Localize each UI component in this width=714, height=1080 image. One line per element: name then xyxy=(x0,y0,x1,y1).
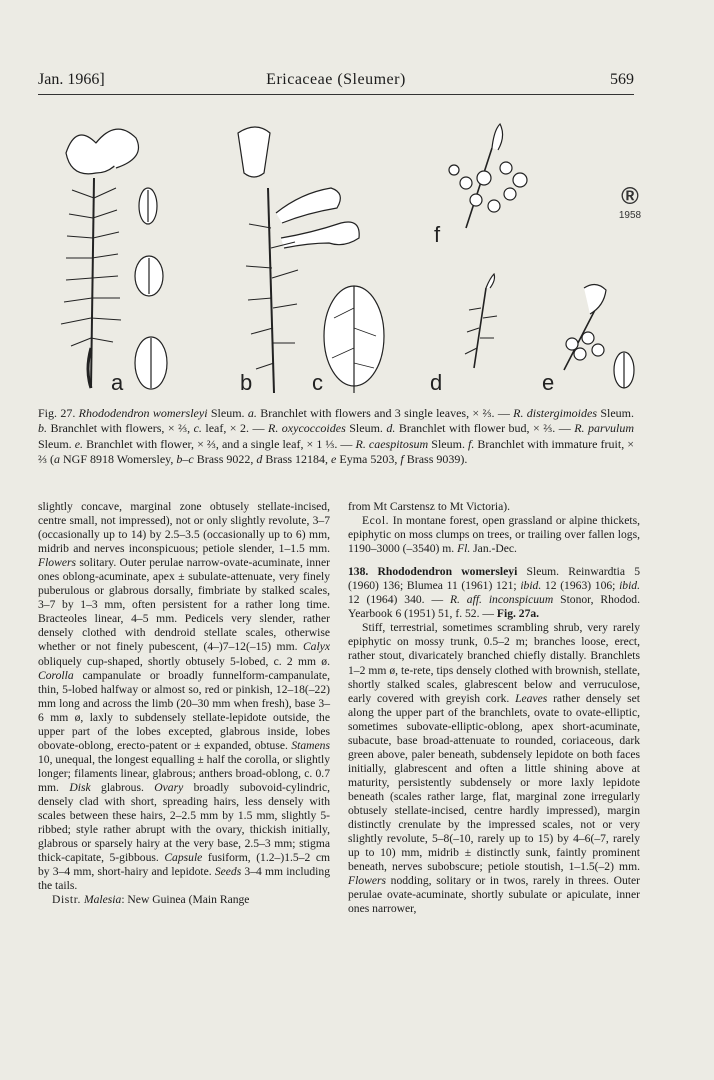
text-run: Stiff, terrestrial, sometimes scrambling shrub, very rarely epiphytic on mossy trunk, 0.5–2 m; branches loose, erect, rather stout, divaricately branched chiefly distally. Branchlets 1–2 mm ø, te-rete, tips densely clothed with brownish, stellate, shortly stalked scales, glabrescent below and verruculose, early covered with greyish cork. xyxy=(348,621,640,705)
italic-run: b. xyxy=(38,421,47,436)
italic-run: Seeds xyxy=(214,865,242,879)
text-run: from Mt Carstensz to Mt Victoria). xyxy=(348,500,511,513)
plate-illustration xyxy=(36,108,676,400)
italic-run: Corolla xyxy=(38,668,74,682)
right-column xyxy=(348,500,640,916)
text-run: Sleum. Reinwardtia 5 (1960) 136; Blumea 11 (1961) 121; xyxy=(348,565,640,593)
italic-run: e. xyxy=(74,436,84,451)
left-column xyxy=(38,500,330,907)
text-run: rather densely set along the upper part of the branchlets, ovate to ovate-elliptic, sometimes subovate-elliptic-oblong, apex short-acuminate, subacute, base broad-attenuate to rounded, coriaceous, dark green above, paler beneath, subdensely lepidote on both faces initially, glabrescent and often a little shining above at maturity, persistently subdensely or more laxly lepidote beneath (scales rather large, flat, marginal zone irregularly obtusely stellate-incised, centre hardly impressed), margin distinctly crenulate by the impressed scales, not or very slightly revolute, 5–8(–10, rarely up to 15) by 4–6(–7, rarely up to 10) mm, midrib ± distinctly sunk, faintly prominent beneath, nerves subobscure; petiole stoutish, 1–1.5(–2) mm. xyxy=(348,691,640,874)
text-run: 10, unequal, the longest equalling ± half the corolla, or slightly longer; filaments linear, glabrous; anthers broad-oblong, c. 0.7 mm. xyxy=(38,752,330,794)
italic-run: Flowers xyxy=(348,874,387,888)
figure-caption xyxy=(38,406,634,467)
italic-run: R. caespitosum xyxy=(355,436,429,451)
text-run: Brass 12184, xyxy=(262,451,332,466)
italic-run: d. xyxy=(386,421,396,436)
text-run: : New Guinea (Main Range xyxy=(121,893,250,907)
italic-run: d xyxy=(256,451,263,466)
drawing-d xyxy=(465,274,497,368)
italic-run: e xyxy=(331,451,337,466)
text-run: solitary. Outer perulae narrow-ovate-acuminate, inner ones oblong-acuminate, apex ± subulate-attenuate, very finely puberulous or glabrous dorsally, fimbriate by stalked scales, 3–7 by 1–3 mm, often persistent for a rather long time. Bracteoles linear, 4–5 mm. Pedicels very slender, rather densely clothed with dendroid stellate scales, otherwise whether or not finely pubescent, (4–)7–12(–15) mm. xyxy=(38,556,330,654)
italic-run: Malesia xyxy=(83,893,122,907)
italic-run: Capsule xyxy=(164,851,203,865)
text-run: campanulate or broadly funnelform-campanulate, thin, 5-lobed halfway or almost so, red or pinkish, 12–18(–22) mm long and across the limb (20–30 mm when fresh), base 3–6 mm ø, laxly to subdensely stellate-lepidote outside, the upper part of the lobes excepted, glabrous inside, lobes obovate-oblong, erecto-patent or ± expanded, obtuse. xyxy=(38,668,330,752)
figure-label: Fig. 27. xyxy=(38,406,76,420)
italic-run: R. oxycoccoides xyxy=(268,421,346,436)
text-run: Brass 9039). xyxy=(403,451,468,466)
plate-letter-a: a xyxy=(111,370,124,395)
bold-run: Fig. 27a. xyxy=(496,607,540,621)
running-header xyxy=(38,68,634,95)
text-run: Jan.-Dec. xyxy=(470,542,517,556)
drawing-e xyxy=(564,284,634,388)
running-title: Ericaceae (Sleumer) xyxy=(266,71,406,88)
right-paragraph-4 xyxy=(348,621,640,916)
text-run: glabrous. xyxy=(90,780,155,794)
italic-run: Stamens xyxy=(291,738,330,752)
plate-letter-d: d xyxy=(430,370,443,395)
bold-run: 138. Rhododendron womersleyi xyxy=(348,565,518,579)
right-paragraph-3 xyxy=(348,565,640,621)
text-run: obliquely cup-shaped, shortly obtusely 5-lobed, c. 2 mm ø. xyxy=(38,654,330,668)
drawing-b xyxy=(238,127,384,393)
text-run: Branchlet with immature fruit, × ⅔ ( xyxy=(38,436,635,466)
italic-run: R. aff. inconspicuum xyxy=(449,593,554,607)
copyright-stamp xyxy=(610,184,650,221)
italic-run: ibid. xyxy=(520,579,542,593)
italic-run: R. parvulum xyxy=(574,421,634,436)
text-run: Eyma 5203, xyxy=(336,451,401,466)
text-run: Sleum. xyxy=(345,421,387,436)
text-run: Branchlet with flowers, × ⅔, xyxy=(47,421,194,436)
left-paragraph-1 xyxy=(38,500,330,893)
text-run: Brass 9022, xyxy=(193,451,257,466)
italic-run: Fl. xyxy=(457,542,471,556)
text-run: 12 (1964) 340. — xyxy=(348,593,450,607)
plate-letter-e: e xyxy=(542,370,555,395)
italic-run: f. xyxy=(468,436,475,451)
text-run: Branchlet with flower, × ⅔, and a single leaf, × 1 ⅓. — xyxy=(83,436,356,451)
text-run: nodding, solitary or in twos, rarely in threes. Outer perulae ovate-acuminate, shortly subulate or apiculate, inner ones narrower, xyxy=(348,874,640,916)
plate-letter-c: c xyxy=(312,370,323,395)
text-run: 3–4 mm including the tails. xyxy=(38,865,330,893)
italic-run: Leaves xyxy=(515,691,548,705)
text-run: Sleum. xyxy=(207,406,248,420)
italic-run: c. xyxy=(193,421,202,436)
italic-run: Ovary xyxy=(154,780,184,794)
text-run: Branchlet with flowers and 3 single leaves, × ⅔. — xyxy=(256,406,514,420)
stamp-year: 1958 xyxy=(618,210,642,221)
text-run: slightly concave, marginal zone obtusely stellate-incised, centre small, not impressed), not or only slightly revolute, 3–7 (occasionally up to 14) by 2.5–3.5 (occasionally up to 6) mm, midrib and nerves inconspicuous; petiole slender, 1–1.5 mm. xyxy=(38,500,330,556)
text-run: broadly subovoid-cylindric, densely clad with short, spreading hairs, less densely with scales between these hairs, 2–2.5 mm by 1.5 mm, slightly 5-ribbed; style rather abrupt with the ovary, thickish initially, glabrous or sparsely hairy at the very base, 2.5–3 mm; stigma thick-capitate, 5-gibbous. xyxy=(38,780,330,865)
plate-letter-b: b xyxy=(240,370,253,395)
text-run: Sleum. xyxy=(38,436,75,451)
text-run: Sleum. xyxy=(597,406,635,420)
text-run: leaf, × 2. — xyxy=(201,421,268,436)
italic-run: R. distergimoides xyxy=(513,406,598,420)
italic-run: Calyx xyxy=(302,640,330,654)
italic-run: a. xyxy=(247,406,257,420)
text-run: fusiform, (1.2–)1.5–2 cm by 3–4 mm, short-hairy and lepidote. xyxy=(38,851,330,879)
italic-run: Rhododendron womersleyi xyxy=(78,406,208,420)
right-paragraph-2 xyxy=(348,514,640,556)
text-run: NGF 8918 Womersley, xyxy=(60,451,177,466)
italic-run: b–c xyxy=(176,451,194,466)
issue-date: Jan. 1966] xyxy=(38,71,105,88)
text-run: Branchlet with flower bud, × ⅔. — xyxy=(395,421,575,436)
italic-run: Flowers xyxy=(38,556,77,570)
right-paragraph-1 xyxy=(348,500,640,514)
drawing-a xyxy=(61,129,167,389)
text-run: Sleum. xyxy=(428,436,468,451)
section-label: Ecol. xyxy=(362,514,390,528)
copyright-mark-icon: ® xyxy=(621,183,639,210)
drawing-f xyxy=(449,124,527,228)
plate-letter-f: f xyxy=(434,222,441,247)
text-run: Stonor, Rhodod. Yearbook 6 (1951) 51, f. 52. — xyxy=(348,593,640,621)
caption-text xyxy=(38,406,634,466)
text-run: In montane forest, open grassland or alpine thickets, epiphytic on moss clumps on trees, or trailing over fallen logs, 1190–3000 (–3540) m. xyxy=(348,514,640,556)
botanical-plate xyxy=(36,108,676,400)
section-label: Distr. xyxy=(52,893,82,907)
left-paragraph-2 xyxy=(38,893,330,907)
italic-run: Disk xyxy=(69,780,91,794)
italic-run: a xyxy=(54,451,60,466)
italic-run: ibid. xyxy=(619,579,640,593)
page-number: 569 xyxy=(610,71,634,88)
text-run: 12 (1963) 106; xyxy=(541,579,620,593)
italic-run: f xyxy=(400,451,404,466)
